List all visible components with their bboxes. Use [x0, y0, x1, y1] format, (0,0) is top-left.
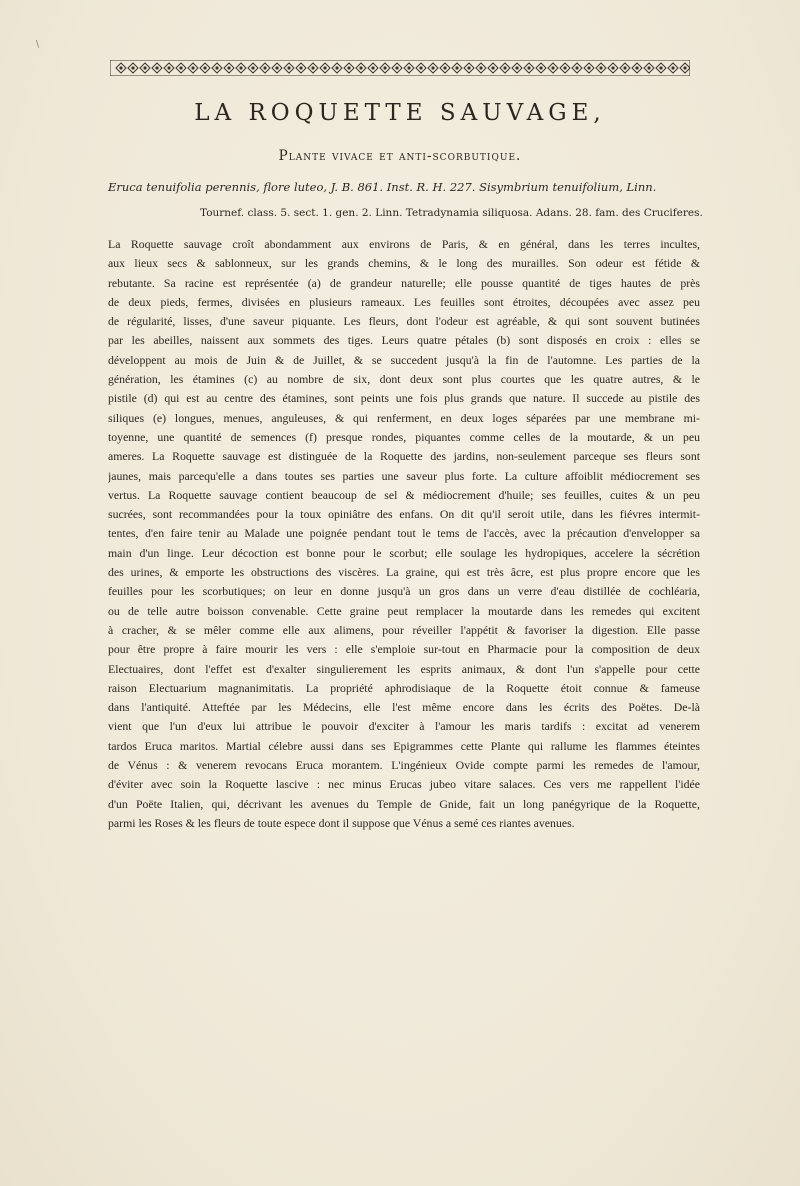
- body-line: de régularité, lisses, d'une saveur piquante. Les fleurs, dont l'odeur est agréable, & qui sont souvent butinées: [108, 314, 700, 329]
- page-subtitle: Plante vivace et anti-scorbutique.: [278, 148, 522, 164]
- body-line: par les abeilles, naissent aux sommets des tiges. Leurs quatre pétales (b) sont disposés en croix : elles se: [108, 333, 700, 348]
- body-line: vient que l'un d'eux lui attribue le pouvoir d'exciter à l'amour les maris tardifs : excitat ad venerem: [108, 719, 700, 734]
- body-line: des urines, & emporte les obstructions des viscères. La graine, qui est très âcre, est plus propre encore que les: [108, 565, 700, 580]
- synonymy-line: Tournef. class. 5. sect. 1. gen. 2. Linn. Tetradynamia siliquosa. Adans. 28. fam. des Cruciferes.: [200, 207, 703, 219]
- body-line: ameres. La Roquette sauvage est distinguée de la Roquette des jardins, non-seulement parceque ses fleurs sont: [108, 449, 700, 464]
- body-line: raison Electuarium magnanimitatis. La propriété aphrodisiaque de la Roquette étoit connue & fameuse: [108, 680, 700, 695]
- body-line: d'un Poëte Italien, qui, décrivant les avenues du Temple de Gnide, fait un long panégyrique de la Roquette,: [108, 796, 700, 811]
- body-line: de deux pieds, fermes, divisées en plusieurs rameaux. Les feuilles sont étroites, découpées avec assez peu: [108, 294, 700, 309]
- body-line: à cracher, & se mêler comme elle aux alimens, pour réveiller l'appétit & favoriser la digestion. Elle passe: [108, 622, 700, 637]
- body-text: [108, 235, 700, 833]
- body-line: main d'un linge. Leur décoction est bonne pour le scorbut; elle soulage les hydropiques, accelere la sécrétion: [108, 545, 700, 560]
- body-line: toyenne, une quantité de semences (f) presque rondes, piquantes comme celles de la moutarde, & un peu: [108, 429, 700, 444]
- body-line: pistile (d) qui est au centre des étamines, sont peints une fois plus grands que nature. Il succede au pistile des: [108, 391, 700, 406]
- body-line: vertus. La Roquette sauvage contient beaucoup de sel & médiocrement d'huile; ses feuilles, cuites & un peu: [108, 487, 700, 502]
- body-line: feuilles pour les scorbutiques; on leur en donne jusqu'à un gros dans un verre d'eau distillée de cochléaria,: [108, 584, 700, 599]
- body-line: jaunes, mais parcequ'elle a dans toutes ses parties une saveur plus forte. La culture affoiblit médiocrement ses: [108, 468, 700, 483]
- body-line: ou de telle autre boisson convenable. Cette graine peut remplacer la moutarde dans les remedes qui excitent: [108, 603, 700, 618]
- synonymy-line: Eruca tenuifolia perennis, flore luteo, J. B. 861. Inst. R. H. 227. Sisymbrium tenuifolium, Linn.: [108, 180, 657, 194]
- body-line: tentes, d'en faire tenir au Malade une poignée pendant tout le tems de l'accès, avec la précaution d'envelopper sa: [108, 526, 700, 541]
- body-line: La Roquette sauvage croît abondamment aux environs de Paris, & en général, dans les terres incultes,: [108, 237, 700, 251]
- body-line: développent au mois de Juin & de Juillet, & se succedent jusqu'à la fin de l'automne. Les parties de la: [108, 352, 700, 367]
- body-line: de Vénus : & venerem revocans Eruca morantem. L'ingénieux Ovide compte parmi les remedes de l'amour,: [108, 758, 700, 773]
- ornament-band-icon: [110, 60, 690, 76]
- body-line: aux lieux secs & sablonneux, sur les grands chemins, & le long des murailles. Son odeur est fétide &: [108, 256, 700, 271]
- body-line: génération, les étamines (c) au nombre de six, dont deux sont plus courtes que les quatre autres, & le: [108, 372, 700, 387]
- body-line: dans l'antiquité. Atteftée par les Médecins, elle l'est même encore dans les écrits des Poëtes. De-là: [108, 700, 700, 715]
- corner-mark: \: [36, 40, 40, 50]
- body-line: pour être propre à faire mourir les vers : elle s'emploie sur-tout en Pharmacie pour la composition de deux: [108, 642, 700, 657]
- synonymy-block: [108, 174, 708, 226]
- body-line: tardos Eruca maritos. Martial célebre aussi dans ses Epigrammes cette Plante qui rallume les flammes éteintes: [108, 738, 700, 753]
- page-title: LA ROQUETTE SAUVAGE,: [194, 100, 606, 126]
- body-line: siliques (e) longues, menues, anguleuses, & qui renferment, en deux loges séparées par une membrane mi-: [108, 410, 700, 425]
- body-line: rebutante. Sa racine est représentée (a) de grandeur naturelle; elle pousse quantité de tiges hautes de près: [108, 275, 700, 290]
- body-line: d'éviter avec soin la Roquette lascive : nec minus Erucas jubeo vitare salaces. Ces vers me rappellent l'idée: [108, 777, 700, 792]
- body-line: parmi les Roses & les fleurs de toute espece dont il suppose que Vénus a semé ces riantes avenues.: [108, 815, 575, 830]
- body-line: Electuaires, dont l'effet est d'exalter singulierement les esprits animaux, & dont l'un s'appelle pour cette: [108, 661, 700, 676]
- body-line: sucrées, sont recommandées pour la toux opiniâtre des enfans. On dit qu'il seroit utile, dans les fiévres intermit-: [108, 507, 700, 522]
